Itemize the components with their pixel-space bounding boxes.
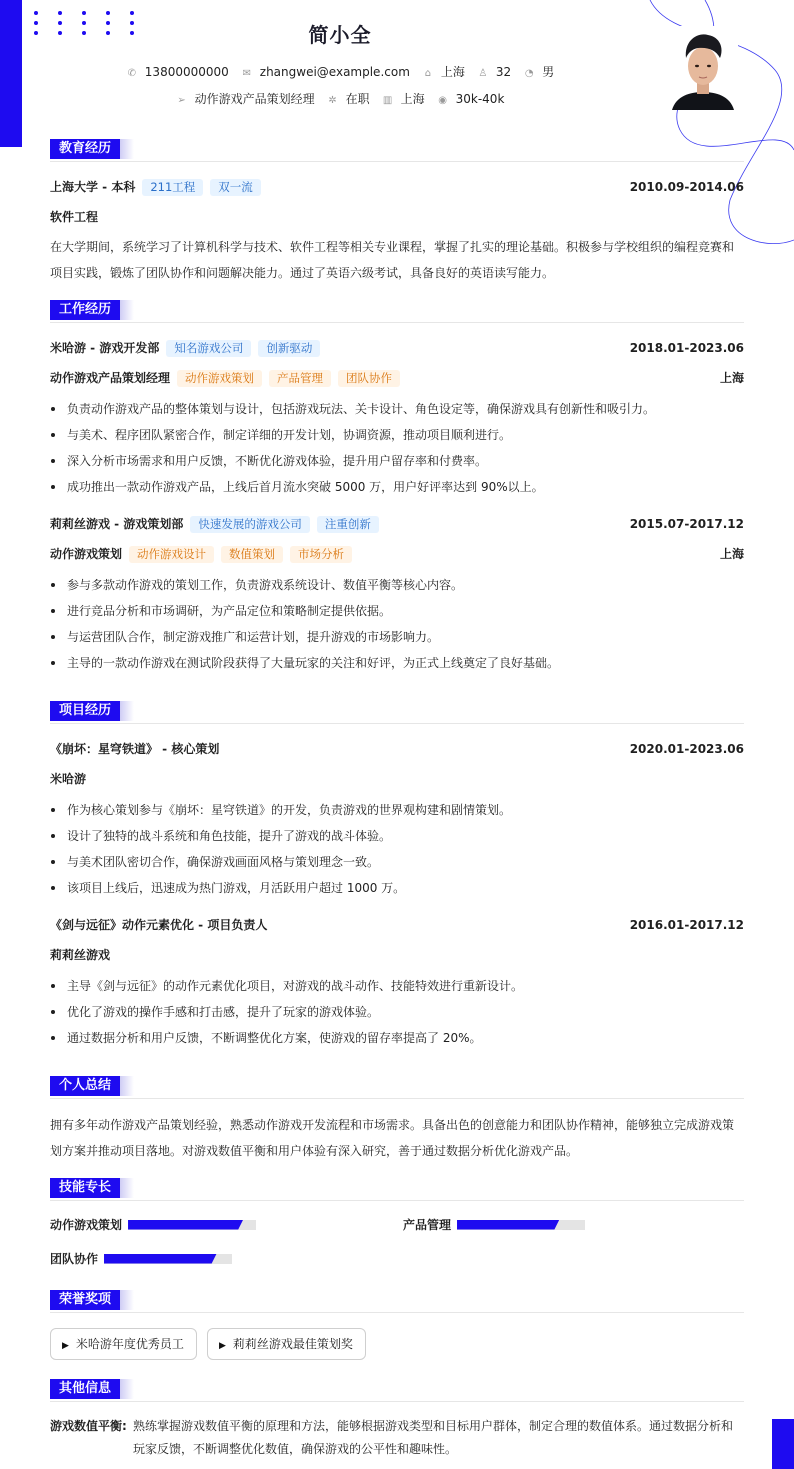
role-tag: 数值策划	[221, 546, 283, 563]
project-date: 2016.01-2017.12	[629, 918, 744, 932]
contact-item	[382, 90, 425, 107]
contact-item	[241, 65, 410, 79]
skill-bar	[104, 1254, 232, 1264]
status-icon: ✲	[328, 95, 337, 106]
project-org-row	[50, 946, 744, 964]
project-bullets	[50, 797, 744, 901]
skill-bar-fill	[104, 1254, 217, 1264]
project-bullets	[50, 973, 744, 1051]
major: 软件工程	[50, 210, 99, 224]
project-org-row	[50, 770, 744, 788]
skill-bar-fill	[128, 1220, 243, 1230]
list-item: 优化了游戏的操作手感和打击感，提升了玩家的游戏体验。	[50, 999, 744, 1025]
work-date: 2018.01-2023.06	[629, 341, 744, 355]
work-company-row	[50, 515, 744, 533]
role-tag: 市场分析	[290, 546, 352, 563]
dot	[34, 11, 38, 15]
contact-text: 上海	[400, 92, 425, 106]
contact-item	[437, 92, 505, 106]
skill-name: 产品管理	[403, 1218, 452, 1232]
school-name: 上海大学 - 本科	[50, 180, 136, 194]
education-header	[50, 178, 744, 196]
home-icon: ⌂	[424, 68, 432, 79]
list-item: 设计了独特的战斗系统和角色技能，提升了游戏的战斗体验。	[50, 823, 744, 849]
project-header	[50, 916, 744, 934]
dot	[82, 11, 86, 15]
section-title-projects: 项目经历	[50, 701, 744, 724]
role-tag: 动作游戏设计	[129, 546, 214, 563]
company-tag: 注重创新	[317, 516, 379, 533]
company-name: 莉莉丝游戏 - 游戏策划部	[50, 517, 184, 531]
company-tag: 知名游戏公司	[166, 340, 251, 357]
role-title: 动作游戏产品策划经理	[50, 371, 171, 385]
other-info-value: 熟练掌握游戏数值平衡的原理和方法，能够根据游戏类型和目标用户群体，制定合理的数值体系。通过数据分析和玩家反馈，不断调整优化数值，确保游戏的公平性和趣味性。	[133, 1419, 734, 1456]
dot	[106, 11, 110, 15]
skill-bar-fill	[457, 1220, 559, 1230]
work-bullets	[50, 572, 744, 676]
project-title: 《崩坏：星穹铁道》 - 核心策划	[50, 742, 220, 756]
project-date: 2020.01-2023.06	[629, 742, 744, 756]
candidate-name: 简小全	[308, 23, 372, 47]
contact-text: 在职	[345, 92, 370, 106]
play-triangle-icon: ▶	[219, 1341, 226, 1351]
work-company-row	[50, 339, 744, 357]
skill-bar	[128, 1220, 256, 1230]
gender-icon: ◔	[524, 68, 534, 79]
project-title: 《剑与远征》动作元素优化 - 项目负责人	[50, 918, 268, 932]
skill-item	[50, 1251, 232, 1267]
company-name: 米哈游 - 游戏开发部	[50, 341, 160, 355]
role-title: 动作游戏策划	[50, 547, 123, 561]
list-item: 与美术团队密切合作，确保游戏画面风格与策划理念一致。	[50, 849, 744, 875]
list-item: 主导《剑与远征》的动作元素优化项目，对游戏的战斗动作、技能特效进行重新设计。	[50, 973, 744, 999]
contact-item	[176, 90, 315, 107]
dot	[58, 11, 62, 15]
role-tag: 动作游戏策划	[177, 370, 262, 387]
send-icon: ➢	[177, 95, 186, 106]
section-title-work: 工作经历	[50, 300, 744, 323]
mail-icon: ✉	[242, 68, 251, 79]
contact-text: 32	[495, 65, 512, 79]
contact-item	[523, 63, 554, 80]
contact-text: 男	[542, 65, 555, 79]
list-item: 与运营团队合作，制定游戏推广和运营计划，提升游戏的市场影响力。	[50, 624, 744, 650]
contact-text: 13800000000	[144, 65, 229, 79]
school-tag: 双一流	[210, 179, 261, 196]
project-org: 米哈游	[50, 772, 87, 786]
major-row	[50, 208, 744, 226]
section-title-summary: 个人总结	[50, 1076, 744, 1099]
contact-text: 动作游戏产品策划经理	[194, 92, 315, 106]
company-tag: 创新驱动	[258, 340, 320, 357]
work-role-row	[50, 545, 744, 563]
role-tag: 团队协作	[338, 370, 400, 387]
contact-row-basic	[0, 63, 680, 80]
company-tag: 快速发展的游戏公司	[190, 516, 310, 533]
skill-item	[50, 1217, 256, 1233]
section-title-skills: 技能专长	[50, 1178, 744, 1201]
skill-bar	[457, 1220, 585, 1230]
contact-item	[126, 65, 229, 79]
work-location: 上海	[719, 547, 744, 561]
education-description: 在大学期间，系统学习了计算机科学与技术、软件工程等相关专业课程，掌握了扎实的理论基础。积极参与学校组织的编程竞赛和项目实践，锻炼了团队协作和问题解决能力。通过了英语六级考试，具备良好的英语读写能力。	[50, 240, 735, 280]
list-item: 主导的一款动作游戏在测试阶段获得了大量玩家的关注和好评，为正式上线奠定了良好基础。	[50, 650, 744, 676]
award-item: ▶ 米哈游年度优秀员工	[50, 1328, 197, 1360]
list-item: 与美术、程序团队紧密合作，制定详细的开发计划，协调资源，推动项目顺利进行。	[50, 422, 744, 448]
contact-item	[477, 65, 511, 79]
school-tag: 211工程	[142, 179, 203, 196]
dot	[130, 11, 134, 15]
summary-text: 拥有多年动作游戏产品策划经验，熟悉动作游戏开发流程和市场需求。具备出色的创意能力和团队协作精神，能够独立完成游戏策划方案并推动项目落地。对游戏数值平衡和用户体验有深入研究，善于通过数据分析优化游戏产品。	[50, 1118, 735, 1158]
project-header	[50, 740, 744, 758]
contact-item	[327, 90, 370, 107]
skill-item	[403, 1217, 585, 1233]
play-triangle-icon: ▶	[62, 1341, 69, 1351]
award-item: ▶ 莉莉丝游戏最佳策划奖	[207, 1328, 366, 1360]
phone-icon: ✆	[127, 68, 136, 79]
work-location: 上海	[719, 371, 744, 385]
list-item: 成功推出一款动作游戏产品，上线后首月流水突破 5000 万，用户好评率达到 90%以上。	[50, 474, 744, 500]
other-info-key: 游戏数值平衡:	[50, 1419, 127, 1433]
work-role-row	[50, 369, 744, 387]
list-item: 通过数据分析和用户反馈，不断调整优化方案，使游戏的留存率提高了 20%。	[50, 1025, 744, 1051]
section-title-education: 教育经历	[50, 139, 744, 162]
list-item: 深入分析市场需求和用户反馈，不断优化游戏体验，提升用户留存率和付费率。	[50, 448, 744, 474]
project-org: 莉莉丝游戏	[50, 948, 111, 962]
contact-item	[422, 63, 465, 80]
work-bullets	[50, 396, 744, 500]
contact-text: zhangwei@example.com	[259, 65, 410, 79]
list-item: 作为核心策划参与《崩坏：星穹铁道》的开发，负责游戏的世界观构建和剧情策划。	[50, 797, 744, 823]
skill-name: 动作游戏策划	[50, 1218, 123, 1232]
contact-text: 上海	[440, 65, 465, 79]
list-item: 参与多款动作游戏的策划工作，负责游戏系统设计、数值平衡等核心内容。	[50, 572, 744, 598]
work-date: 2015.07-2017.12	[629, 517, 744, 531]
section-title-awards: 荣誉奖项	[50, 1290, 744, 1313]
list-item: 进行竞品分析和市场调研，为产品定位和策略制定提供依据。	[50, 598, 744, 624]
contact-row-job	[0, 90, 680, 107]
salary-icon: ◉	[438, 95, 447, 106]
list-item: 负责动作游戏产品的整体策划与设计，包括游戏玩法、关卡设计、角色设定等，确保游戏具有创新性和吸引力。	[50, 396, 744, 422]
education-date: 2010.09-2014.06	[629, 180, 744, 194]
list-item: 该项目上线后，迅速成为热门游戏，月活跃用户超过 1000 万。	[50, 875, 744, 901]
skill-name: 团队协作	[50, 1252, 99, 1266]
contact-text: 30k-40k	[455, 92, 505, 106]
other-info-item	[50, 1415, 744, 1461]
role-tag: 产品管理	[269, 370, 331, 387]
building-icon: ▥	[382, 95, 393, 106]
age-icon: ♙	[478, 68, 488, 79]
decorative-bar-bottom-right	[772, 1419, 794, 1469]
section-title-other: 其他信息	[50, 1379, 744, 1402]
